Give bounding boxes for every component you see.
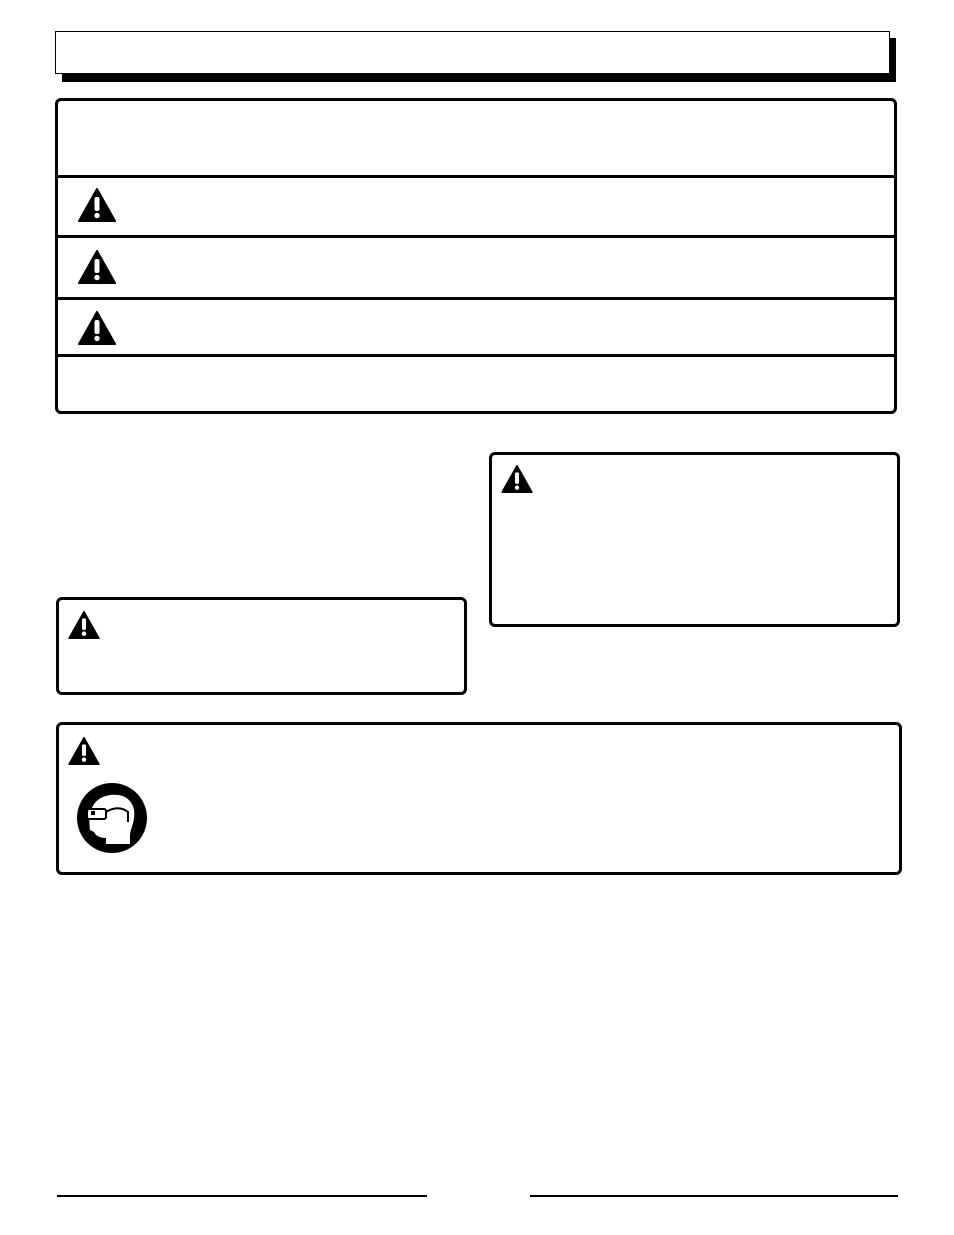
alert-triangle-icon xyxy=(68,737,100,765)
alert-triangle-icon xyxy=(68,611,100,639)
page-title xyxy=(55,31,890,74)
warning-box-right xyxy=(489,452,900,627)
left-column-text xyxy=(58,452,464,584)
alert-triangle-icon xyxy=(78,250,116,284)
symbols-table-footer-row xyxy=(58,357,894,411)
symbols-table-row xyxy=(58,300,894,357)
symbols-table-row xyxy=(58,178,894,238)
safety-glasses-icon xyxy=(76,782,148,854)
footer-rule-right xyxy=(530,1195,898,1197)
alert-triangle-icon xyxy=(78,188,116,222)
symbols-table xyxy=(55,98,897,414)
alert-triangle-icon xyxy=(78,311,116,345)
warning-box-left xyxy=(56,597,467,695)
warning-box-bottom xyxy=(56,722,902,875)
symbols-table-header-row xyxy=(58,101,894,178)
footer-rule-left xyxy=(57,1195,427,1197)
alert-triangle-icon xyxy=(501,465,533,493)
symbols-table-row xyxy=(58,238,894,300)
